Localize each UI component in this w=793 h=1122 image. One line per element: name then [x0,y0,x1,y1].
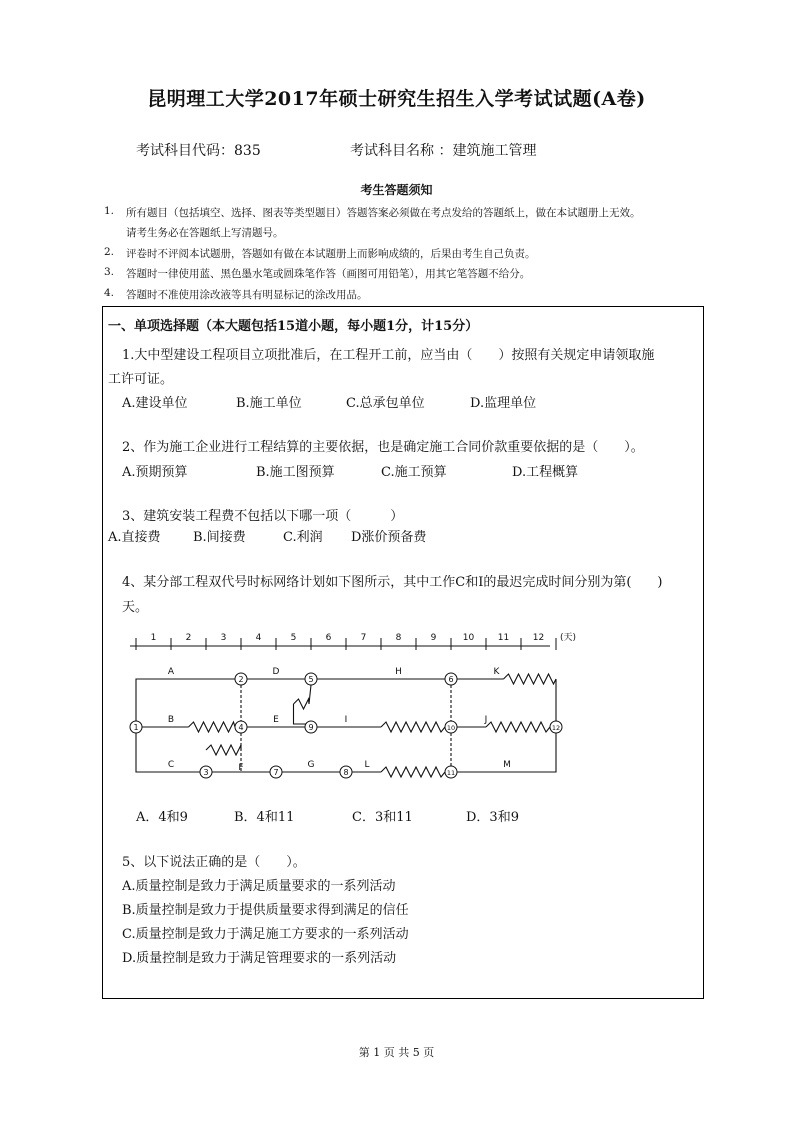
q2-option-d: D.工程概算 [512,465,579,480]
q1-text-cont: 工许可证。 [108,372,174,387]
node-label-7: 7 [273,768,279,777]
q4-option-b: B．4和11 [234,810,295,825]
scale-label: 9 [430,633,437,643]
network-edges [136,674,556,777]
activity-label-h: H [395,667,402,677]
q2-option-a: A.预期预算 [122,465,188,480]
q5-option-d: D.质量控制是致力于满足管理要求的一系列活动 [122,951,397,966]
activity-b-float [189,722,236,732]
section-heading: 一、单项选择题（本大题包括15道小题，每小题1分，计15分） [108,319,479,334]
activity-labels [168,667,511,773]
exam-title: 昆明理工大学2017年硕士研究生招生入学考试试题(A卷) [147,88,646,110]
q5-option-c: C.质量控制是致力于满足施工方要求的一系列活动 [122,927,409,942]
activity-label-b: B [167,715,175,725]
scale-label: 7 [360,633,367,643]
activity-label-d: D [272,667,280,677]
q1-option-a: A.建设单位 [122,396,188,411]
notice-item: 答题时不准使用涂改液等具有明显标记的涂改用品。 [126,289,368,301]
node-label-3: 3 [203,768,209,777]
scale-label: 4 [255,633,262,643]
q2-option-b: B.施工图预算 [256,465,335,480]
q4-option-d: D．3和9 [466,810,519,825]
activity-f-float [206,745,241,755]
scale-unit: (天) [560,633,577,643]
scale-label: 2 [185,633,192,643]
scale-label: 11 [497,633,510,643]
activity-label-a: A [167,667,175,677]
q3-text: 3、建筑安装工程费不包括以下哪一项（ ） [122,509,404,524]
scale-label: 5 [290,633,297,643]
notice-num: 4. [104,287,115,299]
scale-label: 12 [532,633,545,643]
activity-k-float [504,674,557,684]
node-label-10: 10 [446,724,456,732]
node-label-4: 4 [238,723,244,732]
link-9-5-float [294,699,310,709]
activity-j-float [486,722,550,732]
q4-text: 4、某分部工程双代号时标网络计划如下图所示，其中工作C和I的最迟完成时间分别为第( ) [122,575,663,590]
node-label-5: 5 [308,675,314,684]
activity-label-k: K [493,667,500,677]
q4-option-a: A．4和9 [136,810,188,825]
notice-num: 2. [104,246,115,258]
page-number: 第 1 页 共 5 页 [358,1046,435,1059]
activity-label-m: M [503,760,511,770]
node-label-6: 6 [448,675,454,684]
subject-name: 考试科目名称 ：建筑施工管理 [350,143,537,159]
scale-label: 3 [220,633,227,643]
activity-label-c: C [167,760,175,770]
activity-label-f: F [238,763,244,773]
q3-option-c: C.利润 [283,530,323,545]
time-scale [130,632,576,650]
notice-title: 考生答题须知 [360,183,433,197]
q1-option-b: B.施工单位 [236,396,302,411]
q3-option-d: D涨价预备费 [351,530,427,545]
activity-i-float [381,722,445,732]
scale-label: 1 [150,633,157,643]
activity-a-edge [136,679,235,721]
q4-option-c: C．3和11 [352,810,413,825]
scale-label: 8 [395,633,402,643]
activity-label-g: G [307,760,315,770]
notice-item: 评卷时不评阅本试题册，答题如有做在本试题册上而影响成绩的，后果由考生自己负责。 [126,248,536,260]
subject-code: 考试科目代码：835 [136,143,261,159]
node-label-12: 12 [551,724,561,732]
node-label-2: 2 [238,675,244,684]
link-9-5-end [309,685,311,704]
notice-item: 请考生务必在答题纸上写清题号。 [126,227,284,239]
node-label-9: 9 [308,723,314,732]
notice-num: 3. [104,266,115,278]
q3-option-b: B.间接费 [193,530,246,545]
node-label-8: 8 [343,768,349,777]
q1-text: 1.大中型建设工程项目立项批准后，在工程开工前，应当由（ ）按照有关规定申请领取施 [122,348,655,363]
notice-num: 1. [104,205,115,217]
scale-label: 10 [462,633,475,643]
activity-label-l: L [364,760,370,770]
scale-label: 6 [325,633,332,643]
node-label-1: 1 [133,723,139,732]
q5-option-b: B.质量控制是致力于提供质量要求得到满足的信任 [122,903,409,918]
activity-label-e: E [273,715,279,725]
q4-text-cont: 天。 [122,600,149,615]
activity-label-i: I [344,715,348,725]
activity-label-j: J [484,715,488,725]
notice-item: 所有题目（包括填空、选择、图表等类型题目）答题答案必须做在考点发给的答题纸上，做在本试题册上无效。 [126,207,641,219]
activity-l-float [381,767,445,777]
q5-option-a: A.质量控制是致力于满足质量要求的一系列活动 [122,879,396,894]
q3-option-a: A.直接费 [108,530,161,545]
node-label-11: 11 [446,769,456,777]
q1-option-d: D.监理单位 [470,396,537,411]
network-diagram [120,626,600,786]
q1-option-c: C.总承包单位 [346,396,425,411]
q5-text: 5、以下说法正确的是（ ）。 [122,855,306,870]
q2-text: 2、作为施工企业进行工程结算的主要依据，也是确定施工合同价款重要依据的是（ ）。 [122,440,644,455]
q2-option-c: C.施工预算 [381,465,447,480]
notice-item: 答题时一律使用蓝、黑色墨水笔或圆珠笔作答（画图可用铅笔），用其它笔答题不给分。 [126,268,531,280]
